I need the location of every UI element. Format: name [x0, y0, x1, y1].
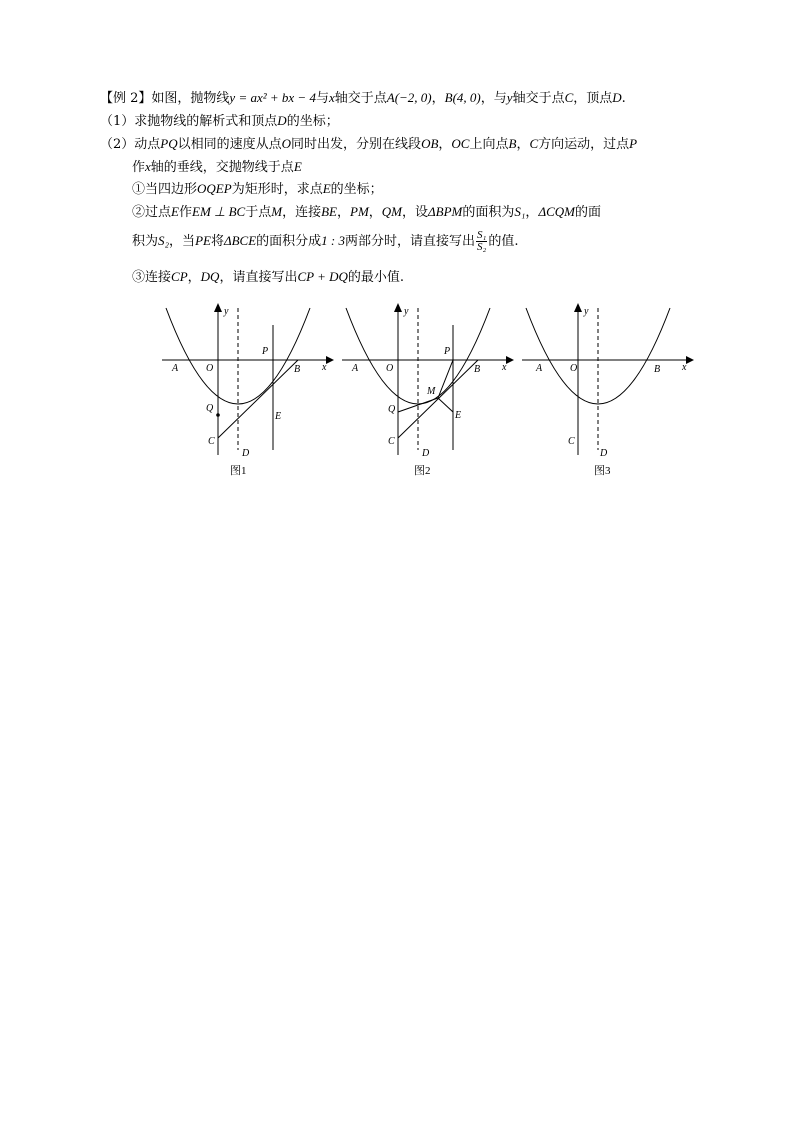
- text: 轴交于点: [512, 91, 565, 106]
- math: O: [281, 136, 292, 151]
- text: 作: [178, 205, 192, 220]
- text: 当四边形: [145, 182, 198, 197]
- text: 作: [132, 160, 146, 175]
- math: CP + DQ: [297, 269, 348, 284]
- label-c: C: [568, 436, 575, 447]
- math: DQ: [200, 269, 220, 284]
- text: ，与: [480, 91, 507, 106]
- label-a: A: [352, 363, 359, 374]
- math: M: [271, 204, 283, 219]
- sub-question-1: [132, 180, 383, 199]
- text: 上向点: [469, 137, 509, 152]
- figure-caption: 图3: [594, 465, 611, 477]
- label-m: M: [427, 386, 436, 397]
- text: 过点: [145, 205, 172, 220]
- label-e: E: [275, 411, 282, 422]
- label-o: O: [206, 363, 214, 374]
- part-number: （2）: [100, 137, 135, 152]
- text: ，: [438, 137, 452, 152]
- text: 连接: [145, 270, 172, 285]
- part-2-line-1: [100, 135, 637, 154]
- label-x: x: [682, 362, 687, 373]
- text: 的坐标；: [286, 114, 339, 129]
- math: ΔBCE: [223, 233, 257, 248]
- text: ，: [368, 205, 382, 220]
- y-axis-arrow-icon: [214, 303, 222, 312]
- line-bc: [218, 360, 301, 438]
- label-d: D: [422, 448, 430, 459]
- part-2-line-2: [132, 158, 302, 177]
- figure-2: [338, 300, 518, 480]
- x-axis-arrow-icon: [506, 356, 514, 364]
- label-d: D: [600, 448, 608, 459]
- math: 1 : 3: [321, 233, 346, 248]
- text: 与: [315, 91, 329, 106]
- math: x: [328, 90, 335, 105]
- math: PE: [195, 233, 211, 248]
- math: CP: [171, 269, 188, 284]
- figure-caption: 图1: [230, 465, 247, 477]
- text: 两部分时，请直接写出: [345, 234, 476, 249]
- text: ，当: [169, 234, 196, 249]
- text: 的坐标；: [330, 182, 383, 197]
- fraction-numerator: S₁: [477, 229, 487, 241]
- label-y: y: [404, 306, 409, 317]
- text: ，设: [402, 205, 429, 220]
- text: ，顶点: [573, 91, 613, 106]
- text: ，: [516, 137, 530, 152]
- label-a: A: [172, 363, 179, 374]
- label-x: x: [502, 362, 507, 373]
- part-1: [100, 112, 339, 131]
- label-p: P: [444, 346, 451, 357]
- label-b: B: [474, 364, 481, 375]
- label-a: A: [536, 363, 543, 374]
- sub-mark: ②: [132, 205, 146, 220]
- sub-mark: ③: [132, 270, 146, 285]
- example-tag: 【例 2】: [100, 91, 152, 106]
- sub-mark: ①: [132, 182, 146, 197]
- fraction-s1-s2: [476, 230, 487, 253]
- math: E: [171, 204, 179, 219]
- label-o: O: [570, 363, 578, 374]
- label-c: C: [208, 436, 215, 447]
- math: S₂: [158, 233, 170, 248]
- sub-question-3: [132, 268, 404, 287]
- label-b: B: [294, 364, 301, 375]
- label-y: y: [584, 306, 589, 317]
- label-o: O: [386, 363, 394, 374]
- text: 求抛物线的解析式和顶点: [134, 114, 278, 129]
- label-q: Q: [388, 404, 396, 415]
- text: ，连接: [282, 205, 322, 220]
- figure-caption: 图2: [414, 465, 431, 477]
- text: 同时出发，分别在线段: [291, 137, 422, 152]
- math: x: [145, 159, 151, 174]
- text: 动点: [134, 137, 161, 152]
- text: 的面积分成: [256, 234, 322, 249]
- figure-1: [158, 300, 338, 480]
- math: E: [322, 181, 331, 196]
- point-q: [216, 413, 220, 417]
- math: QM: [381, 204, 403, 219]
- math: C: [564, 90, 574, 105]
- text: 如图，抛物线: [151, 91, 230, 106]
- text: 于点: [245, 205, 272, 220]
- text: 将: [210, 234, 224, 249]
- label-e: E: [455, 410, 462, 421]
- sub-question-2-line-1: [132, 203, 601, 222]
- math: ΔCQM: [538, 204, 575, 219]
- math: B: [508, 136, 517, 151]
- math: S₁: [514, 204, 526, 219]
- point-b-coord: B(4, 0): [444, 90, 481, 105]
- line-bc: [398, 360, 481, 438]
- text: 轴的垂线，交抛物线于点: [150, 160, 294, 175]
- sub-question-2-line-2: [132, 228, 519, 255]
- math: P: [629, 136, 638, 151]
- label-q: Q: [206, 403, 214, 414]
- x-axis-arrow-icon: [686, 356, 694, 364]
- parabola-equation: y = ax² + bx − 4: [229, 90, 316, 105]
- label-p: P: [262, 346, 269, 357]
- line-em: [438, 398, 453, 412]
- math: EM ⊥ BC: [192, 204, 246, 219]
- text: 的值.: [488, 234, 519, 249]
- math: PM: [350, 204, 369, 219]
- text: ，请直接写出: [219, 270, 298, 285]
- math: ΔBPM: [428, 204, 463, 219]
- fraction-denominator: S₂: [477, 241, 487, 253]
- math: OB: [421, 136, 439, 151]
- math: D: [612, 90, 622, 105]
- text: ，: [336, 205, 350, 220]
- text: 为矩形时，求点: [231, 182, 323, 197]
- text: 以相同的速度从点: [177, 137, 282, 152]
- text: 积为: [132, 234, 159, 249]
- figure-3: [518, 300, 698, 480]
- text: .: [621, 91, 626, 106]
- label-y: y: [224, 306, 229, 317]
- math: PQ: [160, 136, 178, 151]
- label-x: x: [322, 362, 327, 373]
- text: 的面积为: [462, 205, 515, 220]
- point-a-coord: A(−2, 0): [386, 90, 432, 105]
- text: 轴交于点: [334, 91, 387, 106]
- y-axis-arrow-icon: [574, 303, 582, 312]
- example-statement: [100, 89, 626, 108]
- math: BE: [321, 204, 337, 219]
- text: ，: [431, 91, 445, 106]
- math: D: [277, 113, 287, 128]
- text: 方向运动，过点: [538, 137, 630, 152]
- label-c: C: [388, 436, 395, 447]
- part-number: （1）: [100, 114, 135, 129]
- math: OC: [451, 136, 470, 151]
- math: y: [506, 90, 513, 105]
- label-b: B: [654, 364, 661, 375]
- x-axis-arrow-icon: [326, 356, 334, 364]
- text: ，: [525, 205, 539, 220]
- math: C: [529, 136, 539, 151]
- label-d: D: [242, 448, 250, 459]
- text: ，: [187, 270, 201, 285]
- text: 的最小值.: [347, 270, 405, 285]
- y-axis-arrow-icon: [394, 303, 402, 312]
- text: 的面: [574, 205, 601, 220]
- math: OQEP: [197, 181, 232, 196]
- math: E: [293, 159, 302, 174]
